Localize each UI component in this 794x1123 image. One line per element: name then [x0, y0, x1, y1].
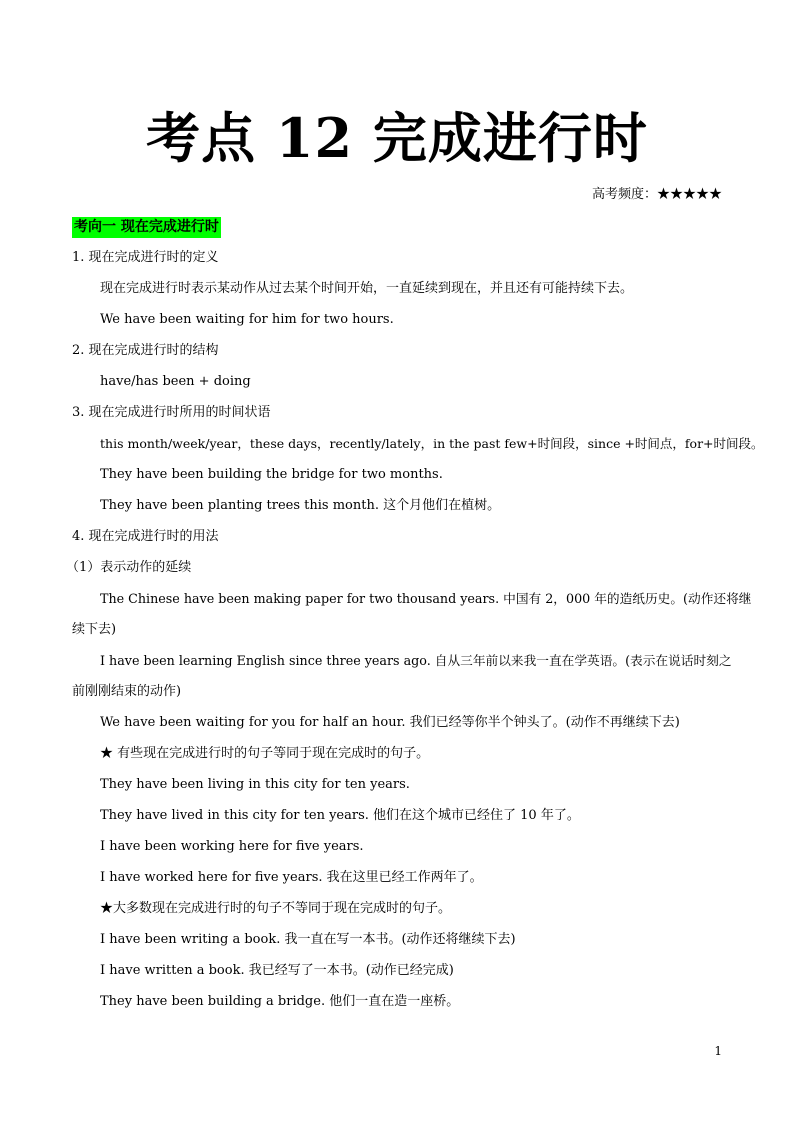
exam-frequency: 高考频度：★★★★★ — [591, 187, 722, 202]
list-item: I have been working here for five years. — [100, 839, 364, 854]
list-item: ★ 有些现在完成进行时的句子等同于现在完成时的句子。 — [100, 746, 430, 761]
list-item: They have been living in this city for ten years. — [100, 777, 410, 792]
section-heading: 考向一 现在完成进行时 — [72, 217, 221, 238]
list-item: They have been building a bridge. 他们一直在造一座桥。 — [100, 994, 460, 1009]
list-item: I have worked here for five years. 我在这里已经工作两年了。 — [100, 870, 483, 885]
list-item: We have been waiting for you for half an hour. 我们已经等你半个钟头了。(动作不再继续下去) — [100, 715, 680, 730]
list-item: They have lived in this city for ten years. 他们在这个城市已经住了 10 年了。 — [100, 808, 580, 823]
list-item: ★大多数现在完成进行时的句子不等同于现在完成时的句子。 — [100, 901, 452, 916]
list-item: 4. 现在完成进行时的用法 — [72, 529, 219, 544]
page-title: 考点 12 完成进行时 — [146, 106, 648, 170]
list-item: I have been writing a book. 我一直在写一本书。(动作还将继续下去) — [100, 932, 516, 947]
page-number: 1 — [714, 1044, 722, 1058]
list-item: The Chinese have been making paper for two thousand years. 中国有 2，000 年的造纸历史。(动作还将继 — [100, 591, 752, 606]
list-item: 续下去) — [72, 622, 117, 637]
list-item: 前刚刚结束的动作) — [72, 684, 182, 699]
list-item: 1. 现在完成进行时的定义 — [72, 250, 219, 265]
list-item: 2. 现在完成进行时的结构 — [72, 343, 219, 358]
list-item: We have been waiting for him for two hours. — [100, 312, 394, 327]
list-item: They have been building the bridge for two months. — [100, 467, 443, 482]
list-item: （1）表示动作的延续 — [66, 560, 192, 575]
list-item: have/has been + doing — [100, 374, 251, 389]
list-item: I have been learning English since three years ago. 自从三年前以来我一直在学英语。(表示在说话时刻之 — [100, 653, 732, 668]
list-item: this month/week/year，these days，recently/lately，in the past few+时间段，since +时间点，for+时间段。 — [100, 436, 764, 451]
list-item: They have been planting trees this month. 这个月他们在植树。 — [100, 498, 501, 513]
list-item: 现在完成进行时表示某动作从过去某个时间开始，一直延续到现在，并且还有可能持续下去。 — [100, 281, 634, 296]
list-item: 3. 现在完成进行时所用的时间状语 — [72, 405, 271, 420]
list-item: I have written a book. 我已经写了一本书。(动作已经完成) — [100, 963, 454, 978]
